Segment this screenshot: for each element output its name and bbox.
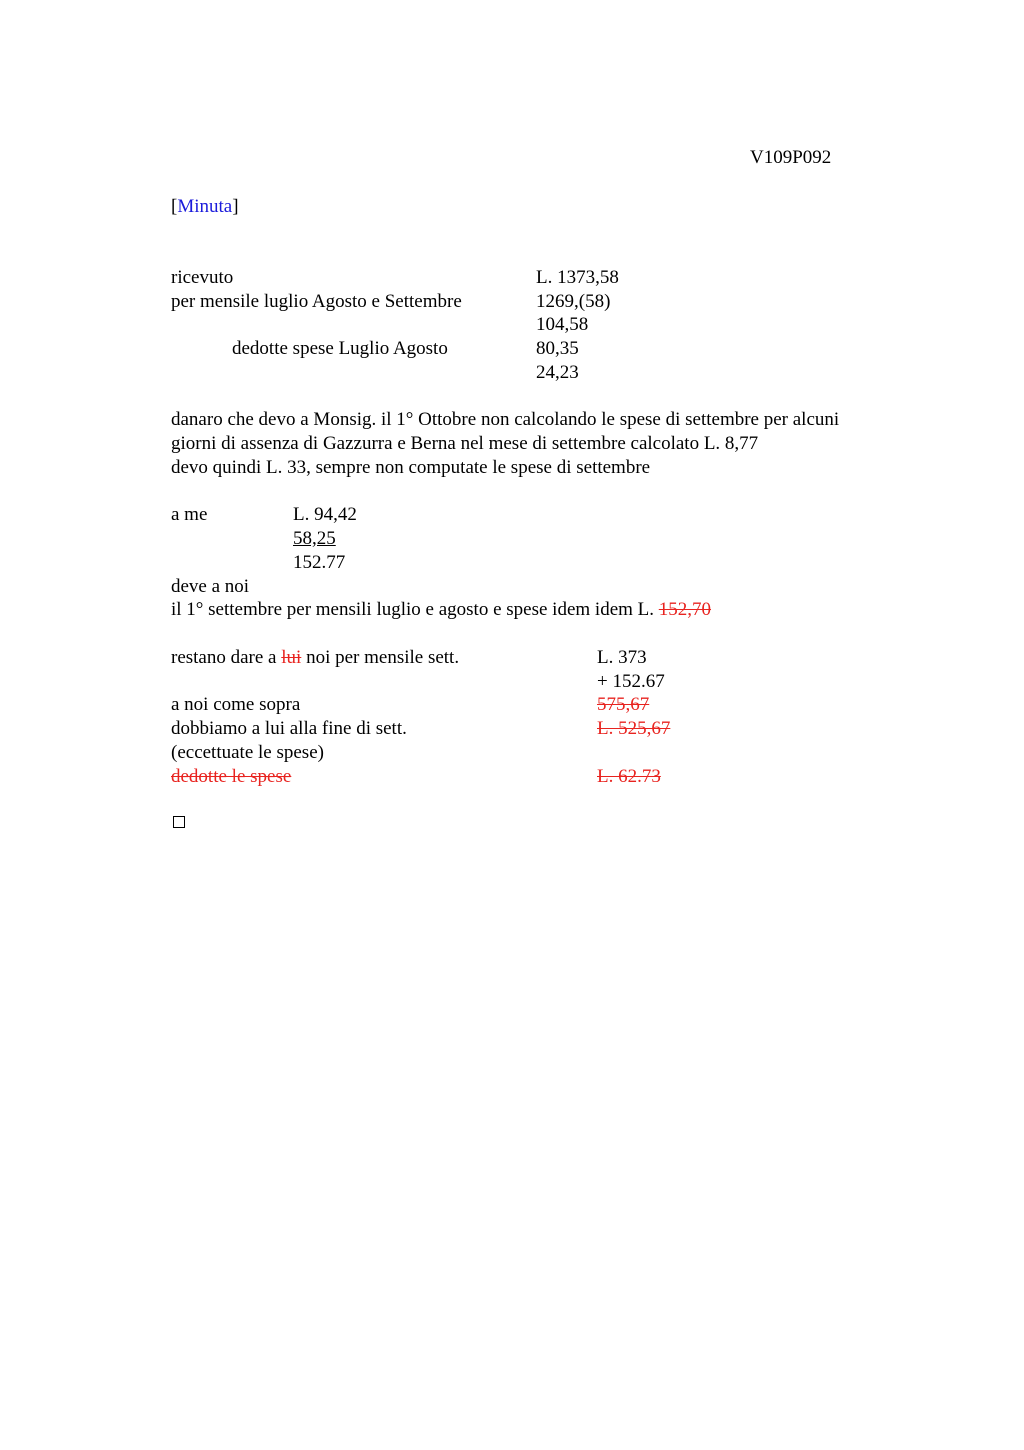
mensile-value: 1269,(58) — [536, 291, 611, 312]
ricevuto-value: L. 1373,58 — [536, 267, 619, 288]
a-me-value-1: L. 94,42 — [293, 504, 357, 525]
noi-come-sopra-label: a noi come sopra — [171, 694, 301, 715]
dedotte-spese-value: 80,35 — [536, 338, 579, 359]
settembre-line — [171, 598, 711, 622]
subtotal-value: 104,58 — [536, 314, 589, 335]
settembre-struck-value: 152,70 — [658, 599, 712, 620]
restano-value: L. 373 — [597, 647, 647, 668]
restano-suffix: noi per mensile sett. — [301, 647, 460, 668]
dedotte-le-spese-label: dedotte le spese — [171, 766, 292, 787]
mensile-label: per mensile luglio Agosto e Settembre — [171, 291, 462, 312]
minuta-link[interactable]: Minuta — [177, 196, 233, 217]
noi-come-sopra-value: 575,67 — [597, 694, 650, 715]
result-value: 24,23 — [536, 362, 579, 383]
paragraph-line-2: giorni di assenza di Gazzurra e Berna nel mese di settembre calcolato L. 8,77 — [171, 433, 759, 454]
restano-struck-word: lui — [281, 647, 302, 668]
a-me-value-2: 58,25 — [293, 528, 336, 549]
document-id: V109P092 — [750, 147, 832, 168]
bracket-open: [ — [171, 196, 178, 217]
dedotte-le-spese-value: L. 62.73 — [597, 766, 661, 787]
settembre-text: il 1° settembre per mensili luglio e agosto e spese idem idem L. — [171, 599, 659, 620]
a-me-total: 152.77 — [293, 552, 346, 573]
paragraph-line-1: danaro che devo a Monsig. il 1° Ottobre non calcolando le spese di settembre per alcuni — [171, 409, 840, 430]
deve-a-noi-line: deve a noi — [171, 576, 250, 597]
a-me-label: a me — [171, 504, 208, 525]
checkbox-icon[interactable] — [173, 816, 185, 828]
plus-value: + 152.67 — [597, 671, 665, 692]
paragraph-line-3: devo quindi L. 33, sempre non computate le spese di settembre — [171, 457, 651, 478]
restano-line — [171, 646, 459, 670]
dobbiamo-value: L. 525,67 — [597, 718, 671, 739]
minuta-heading — [171, 195, 239, 219]
restano-prefix: restano dare a — [171, 647, 282, 668]
ricevuto-label: ricevuto — [171, 267, 234, 288]
dedotte-spese-label: dedotte spese Luglio Agosto — [232, 338, 448, 359]
dobbiamo-label: dobbiamo a lui alla fine di sett. — [171, 718, 407, 739]
eccettuate-label: (eccettuate le spese) — [171, 742, 324, 763]
bracket-close: ] — [232, 196, 239, 217]
